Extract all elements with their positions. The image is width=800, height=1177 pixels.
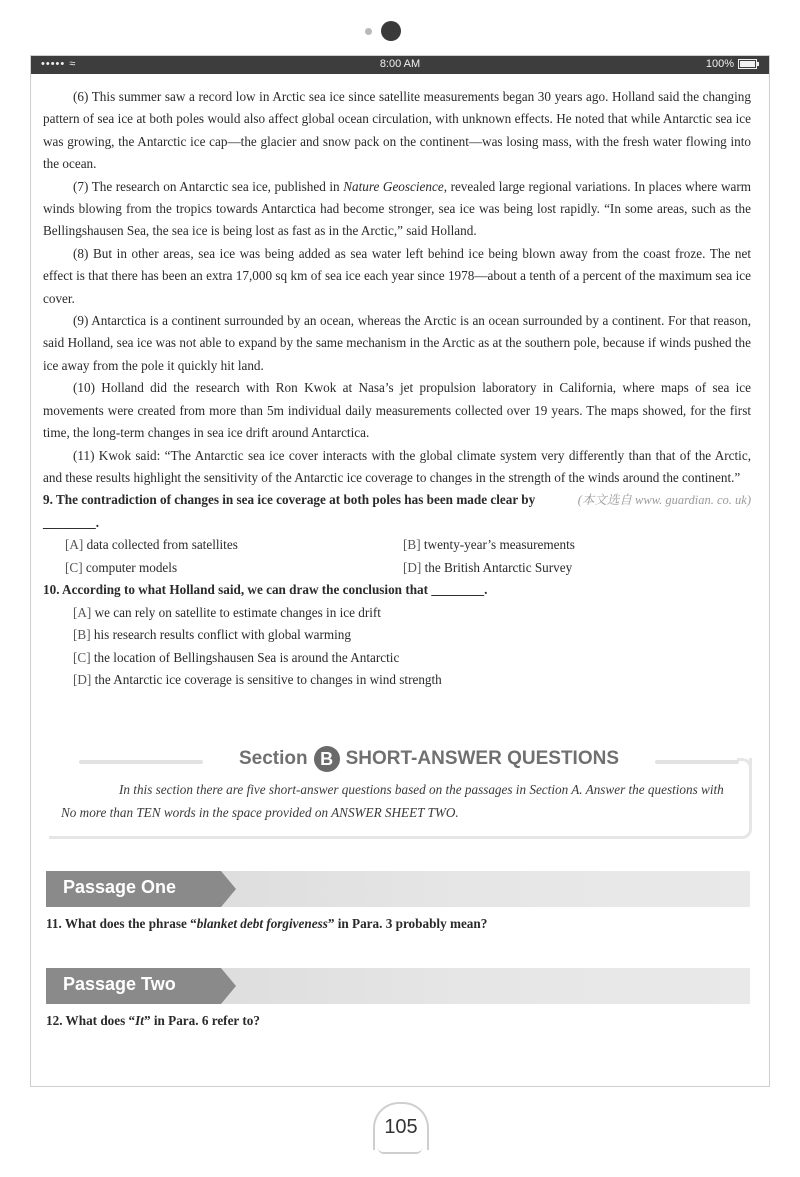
section-b-header <box>49 738 751 838</box>
option-10d[interactable] <box>73 669 751 692</box>
para7-text-rest: , revealed large regional variations. In places where warm winds blowing from the tropics towards Antarctica had become stronger, sea ice was being lost rapidly. “In some areas, such as the Bellingshausen Sea, the sea ice is being lost as fast as in the Arctic,” said Holland. <box>43 178 751 239</box>
q12-word: It <box>135 1013 144 1028</box>
section-instructions: In this section there are five short-answer questions based on the passages in Section A. Answer the questions with No more than TEN words in the space provided on ANSWER SHEET TWO. <box>61 782 724 820</box>
question-11 <box>46 913 487 935</box>
option-text: the Antarctic ice coverage is sensitive to changes in wind strength <box>94 672 442 688</box>
option-letter: [C] <box>65 559 83 575</box>
option-letter: [C] <box>73 649 91 665</box>
option-letter: [B] <box>73 627 91 643</box>
battery-icon <box>738 59 757 69</box>
option-letter: [B] <box>403 537 421 553</box>
option-letter: [D] <box>403 559 422 575</box>
paragraph-7 <box>43 176 751 243</box>
q11-text: 11. What does the phrase “ <box>46 916 197 931</box>
camera <box>365 21 405 43</box>
paragraph-9: (9) Antarctica is a continent surrounded by an ocean, whereas the Arctic is an ocean surrounded by a continent. For that reason, said Holland, sea ice was not able to expand by the same mechanism in the Arctic as at the southern pole, because if winds pushed the ice away from the pole it quickly hit land. <box>43 313 751 373</box>
divider-left <box>79 760 203 764</box>
paragraph-6: (6) This summer saw a record low in Arctic sea ice since satellite measurements began 30 years ago. Holland said the changing pattern of sea ice at both poles would also affect global ocean circulation, with unknown effects. He noted that while Antarctic sea ice was growing, the Antarctic ice cap—the glacier and snow pack on the continent—was losing mass, with the fresh water flowing into the ocean. <box>43 89 751 172</box>
para11-text: (11) Kwok said: “The Antarctic sea ice cover interacts with the global climate system very differently than that of the Arctic, and these results highlight the sensitivity of the Antarctic ice coverage to changes in the strength of the winds around the continent.” <box>43 447 751 485</box>
section-title <box>209 746 649 772</box>
q11-phrase: blanket debt forgiveness <box>196 916 328 931</box>
tablet-frame <box>30 55 770 1087</box>
reading-content <box>43 86 751 692</box>
option-text: the location of Bellingshausen Sea is around the Antarctic <box>93 649 400 665</box>
question-9: 9. The contradiction of changes in sea ice coverage at both poles has been made clear by ________. <box>43 492 536 530</box>
para7-text: (7) The research on Antarctic sea ice, published in <box>73 178 344 194</box>
divider-right <box>655 760 739 764</box>
option-letter: [A] <box>73 604 92 620</box>
option-10a[interactable] <box>73 602 751 625</box>
passage-two-label: Passage Two <box>63 974 176 994</box>
q12-text: 12. What does “ <box>46 1013 136 1028</box>
status-time: 8:00 AM <box>379 58 421 70</box>
q12-text-rest: ” in Para. 6 refer to? <box>143 1013 260 1028</box>
option-text: twenty-year’s measurements <box>423 537 575 553</box>
option-text: computer models <box>85 559 178 575</box>
passage-one-label: Passage One <box>63 877 177 897</box>
option-letter: [D] <box>73 672 92 688</box>
option-9d[interactable] <box>403 557 751 580</box>
question-10: 10. According to what Holland said, we can draw the conclusion that ________. <box>43 582 488 598</box>
option-letter: [A] <box>65 537 84 553</box>
question-9-options <box>43 534 751 579</box>
option-text: the British Antarctic Survey <box>424 559 573 575</box>
option-text: his research results conflict with global warming <box>93 627 351 643</box>
page-number-underline <box>378 1148 422 1154</box>
section-badge: B <box>314 746 340 772</box>
section-label: Section <box>238 748 308 769</box>
battery-indicator <box>706 58 757 70</box>
question-10-options <box>43 602 751 692</box>
paragraph-10: (10) Holland did the research with Ron Kwok at Nasa’s jet propulsion laboratory in California, where maps of sea ice movements were created from more than 5m individual daily measurements collected over 19 years. The maps showed, for the first time, the long-term changes in sea ice drift around Antarctica. <box>43 380 751 441</box>
paragraph-8: (8) But in other areas, sea ice was being added as sea water left behind ice being blown away from the coast froze. The net effect is that there has been an extra 17,000 sq km of sea ice each year since 1978—about a tenth of a percent of the maximum sea ice cover. <box>43 245 751 306</box>
journal-title: Nature Geoscience <box>343 178 444 194</box>
option-text: we can rely on satellite to estimate changes in ice drift <box>94 604 381 620</box>
status-bar <box>31 56 769 74</box>
signal-icon: ••••• ≈ <box>41 58 77 70</box>
sensor-dot <box>365 28 372 35</box>
option-10b[interactable] <box>73 624 751 647</box>
option-9b[interactable] <box>403 534 751 557</box>
battery-percent: 100% <box>705 58 734 70</box>
q11-text-rest: ” in Para. 3 probably mean? <box>327 916 488 931</box>
option-10c[interactable] <box>73 647 751 670</box>
question-12 <box>46 1010 260 1032</box>
paragraph-11 <box>43 445 751 508</box>
option-9c[interactable] <box>65 557 403 580</box>
page-number: 105 <box>373 1102 429 1150</box>
passage-one-banner <box>46 871 750 907</box>
option-9a[interactable] <box>65 534 403 557</box>
option-text: data collected from satellites <box>86 537 238 553</box>
camera-lens <box>381 21 401 41</box>
source-citation: (本文选自 www. guardian. co. uk) <box>577 493 751 508</box>
passage-two-banner <box>46 968 750 1004</box>
section-heading: SHORT-ANSWER QUESTIONS <box>345 748 620 769</box>
